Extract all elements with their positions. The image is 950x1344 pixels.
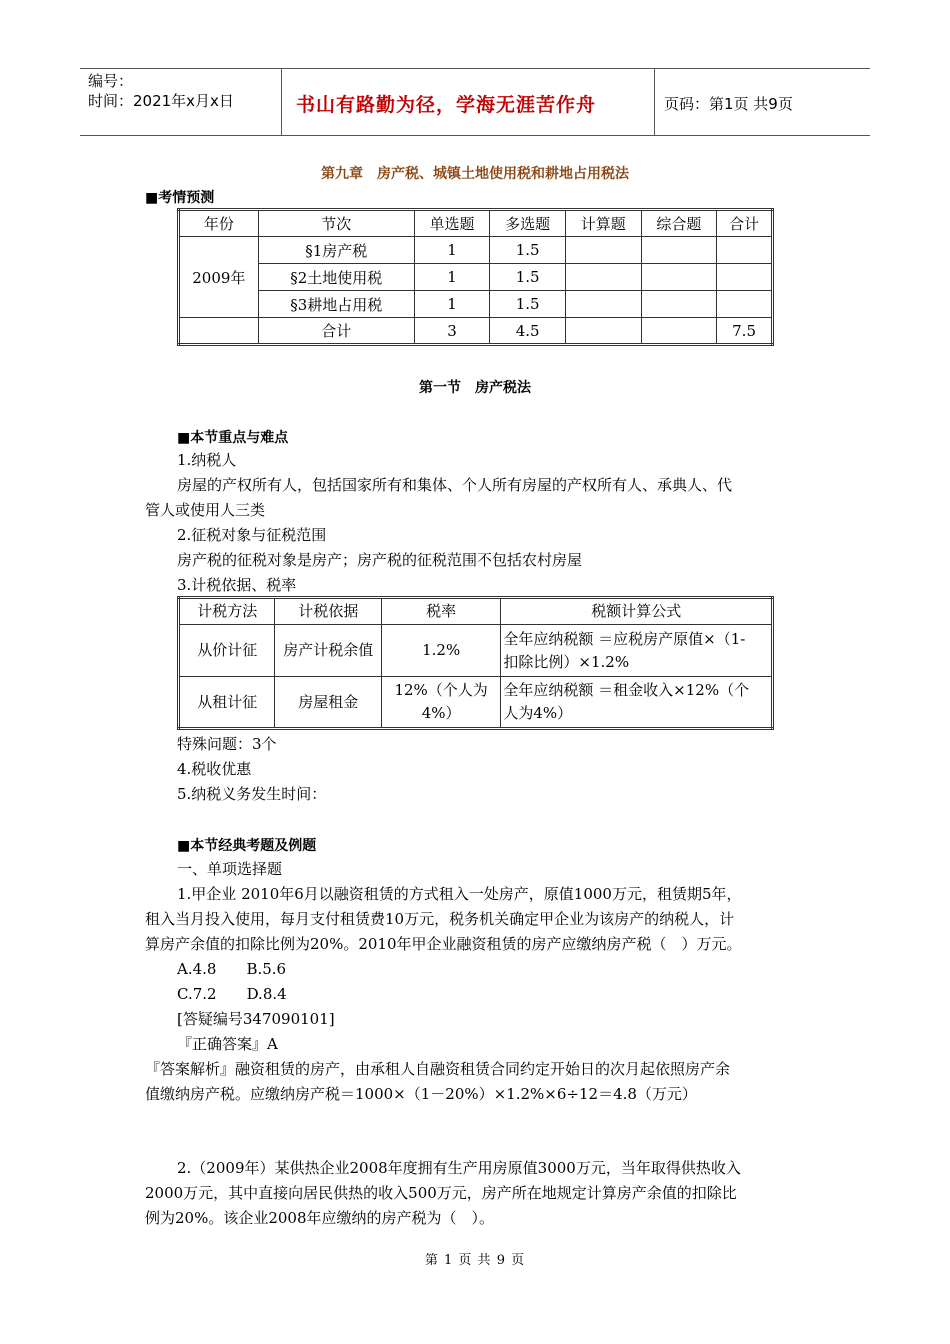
header-cell: 税率 [381, 598, 500, 625]
exam-forecast-label: ■考情预测 [145, 190, 215, 206]
basis-cell: 房屋租金 [275, 677, 381, 729]
tax-incentives: 4.税收优惠 [177, 760, 252, 778]
year-cell: 2009年 [179, 237, 259, 318]
kp-line: 房屋的产权所有人，包括国家所有和集体、个人所有房屋的产权所有人、承典人、代 [177, 476, 733, 494]
page-footer: 第 1 页 共 9 页 [424, 1253, 526, 1268]
header-number: 编号： [88, 72, 134, 90]
question-line: 2000万元，其中直接向居民供热的收入500万元，房产所在地规定计算房产余值的扣除比 [145, 1184, 737, 1202]
kp-line: 房产税的征税对象是房产；房产税的征税范围不包括农村房屋 [177, 551, 583, 569]
kp-line: 3.计税依据、税率 [177, 576, 297, 594]
multi-cell: 1.5 [490, 237, 566, 264]
classic-label: ■本节经典考题及例题 [177, 838, 317, 854]
rate-cell [381, 625, 500, 677]
total-cell: 7.5 [717, 318, 773, 345]
formula-line: 扣除比例）×1.2% [503, 652, 630, 671]
header-cell: 多选题 [490, 210, 566, 237]
answer-ref: [答疑编号347090101] [177, 1010, 335, 1028]
comp-cell [641, 318, 717, 345]
header-cell: 计税依据 [275, 598, 381, 625]
key-points-label: ■本节重点与难点 [177, 430, 289, 446]
formula-cell [501, 677, 773, 729]
comp-cell [641, 237, 717, 264]
rate-line: 1.2% [422, 641, 461, 659]
comp-cell [641, 264, 717, 291]
chapter-title: 第九章 房产税、城镇土地使用税和耕地占用税法 [321, 166, 629, 182]
forecast-table [177, 208, 774, 346]
table-row [179, 318, 773, 345]
calc-cell [565, 237, 641, 264]
explanation-line: 值缴纳房产税。应缴纳房产税＝1000×（1－20%）×1.2%×6÷12＝4.8（万元） [145, 1085, 697, 1103]
header-cell: 计税方法 [179, 598, 275, 625]
rate-line: 4%） [421, 704, 461, 722]
question-line: 算房产余值的扣除比例为20%。2010年甲企业融资租赁的房产应缴纳房产税（ ）万元。 [145, 935, 742, 953]
kp-line: 2.征税对象与征税范围 [177, 526, 327, 544]
header-top-rule [80, 68, 870, 69]
section-cell: §2土地使用税 [258, 264, 414, 291]
explanation-line: 『答案解析』融资租赁的房产，由承租人自融资租赁合同约定开始日的次月起依照房产余 [145, 1060, 731, 1078]
header-page: 页码：第1页 共9页 [664, 95, 793, 113]
section-title: 第一节 房产税法 [419, 380, 531, 396]
rate-line: 12%（个人为 [394, 681, 488, 699]
kp-line: 管人或使用人三类 [145, 501, 266, 519]
calc-cell [565, 318, 641, 345]
header-cell: 单选题 [414, 210, 490, 237]
obligation-time: 5.纳税义务发生时间： [177, 785, 327, 803]
forecast-header-row [179, 210, 773, 237]
table-row [179, 291, 773, 318]
header-cell: 综合题 [641, 210, 717, 237]
basis-cell: 房产计税余值 [275, 625, 381, 677]
section-cell: 合计 [258, 318, 414, 345]
question-type: 一、单项选择题 [177, 860, 283, 878]
header-cell: 年份 [179, 210, 259, 237]
comp-cell [641, 291, 717, 318]
total-cell [717, 291, 773, 318]
question-line: 例为20%。该企业2008年应缴纳的房产税为（ ）。 [145, 1209, 495, 1227]
header-divider-right [654, 68, 655, 135]
formula-line: 全年应纳税额 ＝应税房产原值×（1- [503, 629, 746, 648]
kp-line: 1.纳税人 [177, 451, 237, 469]
header-bottom-rule [80, 135, 870, 136]
calc-cell [565, 291, 641, 318]
header-time: 时间：2021年x月x日 [88, 92, 234, 110]
question-line: 1.甲企业 2010年6月以融资租赁的方式租入一处房产，原值1000万元，租赁期5年， [177, 885, 742, 903]
formula-line: 人为4%） [503, 704, 573, 722]
table-row [179, 677, 773, 729]
table-row [179, 264, 773, 291]
empty-cell [179, 318, 259, 345]
tax-table [177, 596, 774, 730]
header-cell: 税额计算公式 [501, 598, 773, 625]
header-cell: 计算题 [565, 210, 641, 237]
section-cell: §1房产税 [258, 237, 414, 264]
multi-cell: 4.5 [490, 318, 566, 345]
single-cell: 3 [414, 318, 490, 345]
total-cell [717, 264, 773, 291]
question-line: 2.（2009年）某供热企业2008年度拥有生产用房原值3000万元，当年取得供热收入 [177, 1159, 741, 1177]
question-line: 租入当月投入使用，每月支付租赁费10万元，税务机关确定甲企业为该房产的纳税人，计 [145, 910, 735, 928]
special-issues: 特殊问题：3个 [177, 735, 277, 753]
single-cell: 1 [414, 237, 490, 264]
header-cell: 节次 [258, 210, 414, 237]
section-cell: §3耕地占用税 [258, 291, 414, 318]
table-row [179, 237, 773, 264]
header-divider-left [281, 68, 282, 135]
calc-cell [565, 264, 641, 291]
multi-cell: 1.5 [490, 291, 566, 318]
tax-header-row [179, 598, 773, 625]
table-row [179, 625, 773, 677]
formula-cell [501, 625, 773, 677]
header-motto: 书山有路勤为径，学海无涯苦作舟 [296, 94, 597, 116]
method-cell: 从租计征 [179, 677, 275, 729]
options-cd: C.7.2 D.8.4 [177, 985, 287, 1003]
multi-cell: 1.5 [490, 264, 566, 291]
rate-cell [381, 677, 500, 729]
correct-answer: 『正确答案』A [177, 1035, 278, 1053]
single-cell: 1 [414, 264, 490, 291]
total-cell [717, 237, 773, 264]
method-cell: 从价计征 [179, 625, 275, 677]
options-ab: A.4.8 B.5.6 [177, 960, 287, 978]
formula-line: 全年应纳税额 ＝租金收入×12%（个 [503, 681, 750, 699]
header-cell: 合计 [717, 210, 773, 237]
single-cell: 1 [414, 291, 490, 318]
